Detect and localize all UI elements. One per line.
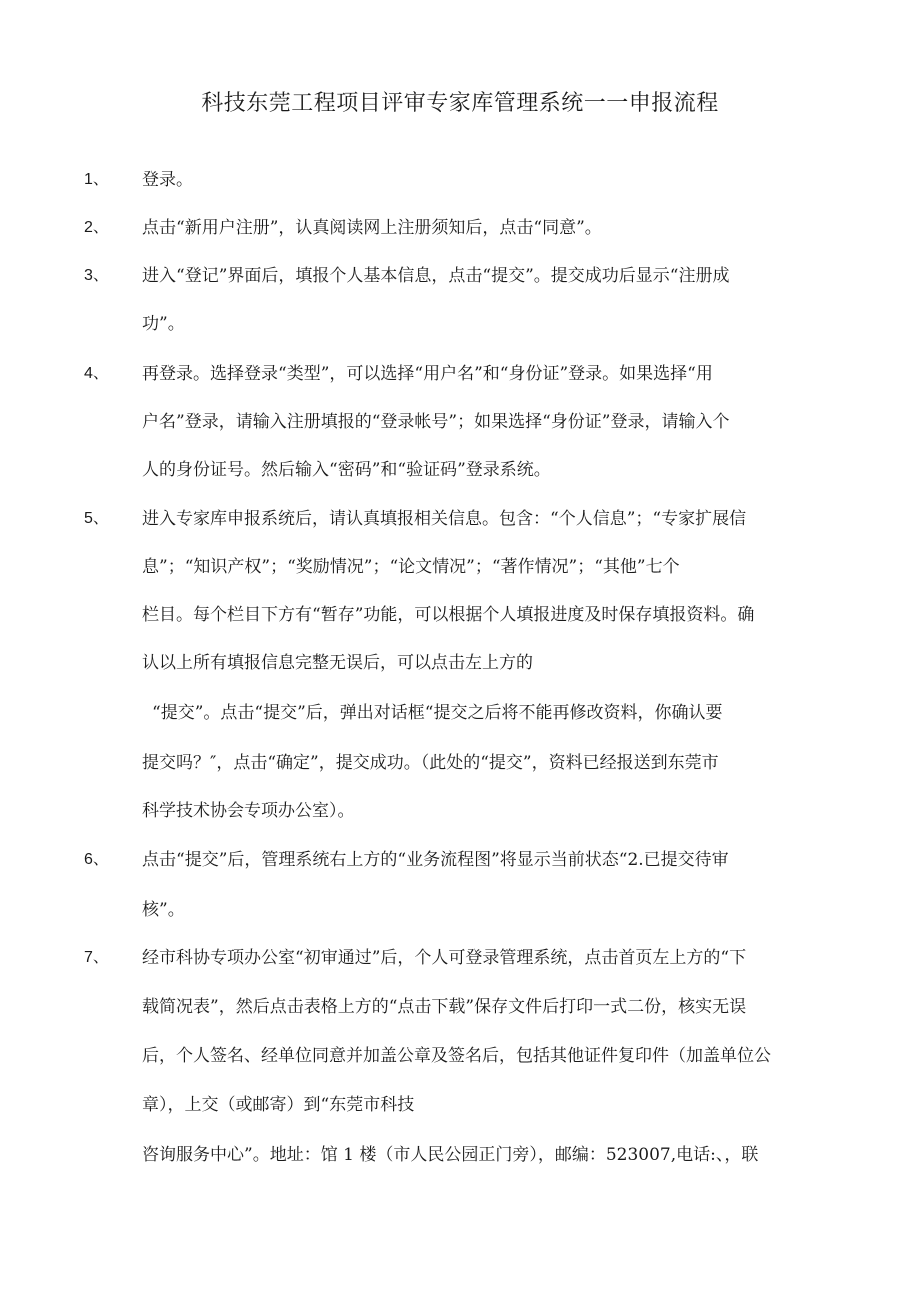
step-7-line-3: 后，个人签名、经单位同意并加盖公章及签名后，包括其他证件复印件（加盖单位公 — [142, 1046, 771, 1066]
step-7-line-5: 咨询服务中心”。地址：馆 1 楼（市人民公园正门旁），邮编：523007,电话:、，联 — [142, 1145, 759, 1165]
step-6-number: 6、 — [84, 851, 109, 868]
step-7-line-4: 章），上交（或邮寄）到“东莞市科技 — [142, 1095, 415, 1115]
step-5-number: 5、 — [84, 510, 109, 527]
step-4-number: 4、 — [84, 365, 109, 382]
step-5-line-2: 息”；“知识产权”；“奖励情况”；“论文情况”；“著作情况”；“其他”七个 — [142, 557, 680, 577]
step-4-line-1: 再登录。选择登录“类型”，可以选择“用户名”和“身份证”登录。如果选择“用 — [142, 364, 713, 384]
step-1-line-1: 登录。 — [142, 170, 193, 190]
step-5-line-1: 进入专家库申报系统后，请认真填报相关信息。包含：“个人信息”；“专家扩展信 — [142, 509, 747, 529]
step-2-line-1: 点击“新用户注册”，认真阅读网上注册须知后，点击“同意”。 — [142, 218, 602, 238]
document-title: 科技东莞工程项目评审专家库管理系统一一申报流程 — [201, 91, 719, 116]
step-5-line-6: 提交吗？″，点击“确定”，提交成功。（此处的“提交”，资料已经报送到东莞市 — [142, 753, 719, 773]
step-6-line-1: 点击“提交”后，管理系统右上方的“业务流程图”将显示当前状态“2.已提交待审 — [142, 850, 729, 870]
step-3-number: 3、 — [84, 267, 109, 284]
step-5-line-5: “提交”。点击“提交”后，弹出对话框“提交之后将不能再修改资料，你确认要 — [152, 703, 723, 723]
step-6-line-2: 核”。 — [142, 900, 185, 920]
step-3-line-1: 进入“登记”界面后，填报个人基本信息，点击“提交”。提交成功后显示“注册成 — [142, 266, 730, 286]
step-2-number: 2、 — [84, 219, 109, 236]
step-7-line-1: 经市科协专项办公室“初审通过”后，个人可登录管理系统，点击首页左上方的“下 — [142, 948, 747, 968]
step-5-line-3: 栏目。每个栏目下方有“暂存”功能，可以根据个人填报进度及时保存填报资料。确 — [142, 605, 755, 625]
step-5-line-7: 科学技术协会专项办公室）。 — [142, 801, 355, 821]
step-4-line-3: 人的身份证号。然后输入“密码”和“验证码”登录系统。 — [142, 460, 551, 480]
step-5-line-4: 认以上所有填报信息完整无误后，可以点击左上方的 — [142, 653, 533, 673]
step-3-line-2: 功”。 — [142, 314, 185, 334]
step-7-line-2: 载简况表”，然后点击表格上方的“点击下载”保存文件后打印一式二份，核实无误 — [142, 997, 747, 1017]
step-7-number: 7、 — [84, 949, 109, 966]
step-1-number: 1、 — [84, 171, 109, 188]
step-4-line-2: 户名”登录，请输入注册填报的“登录帐号”；如果选择“身份证”登录，请输入个 — [142, 412, 730, 432]
